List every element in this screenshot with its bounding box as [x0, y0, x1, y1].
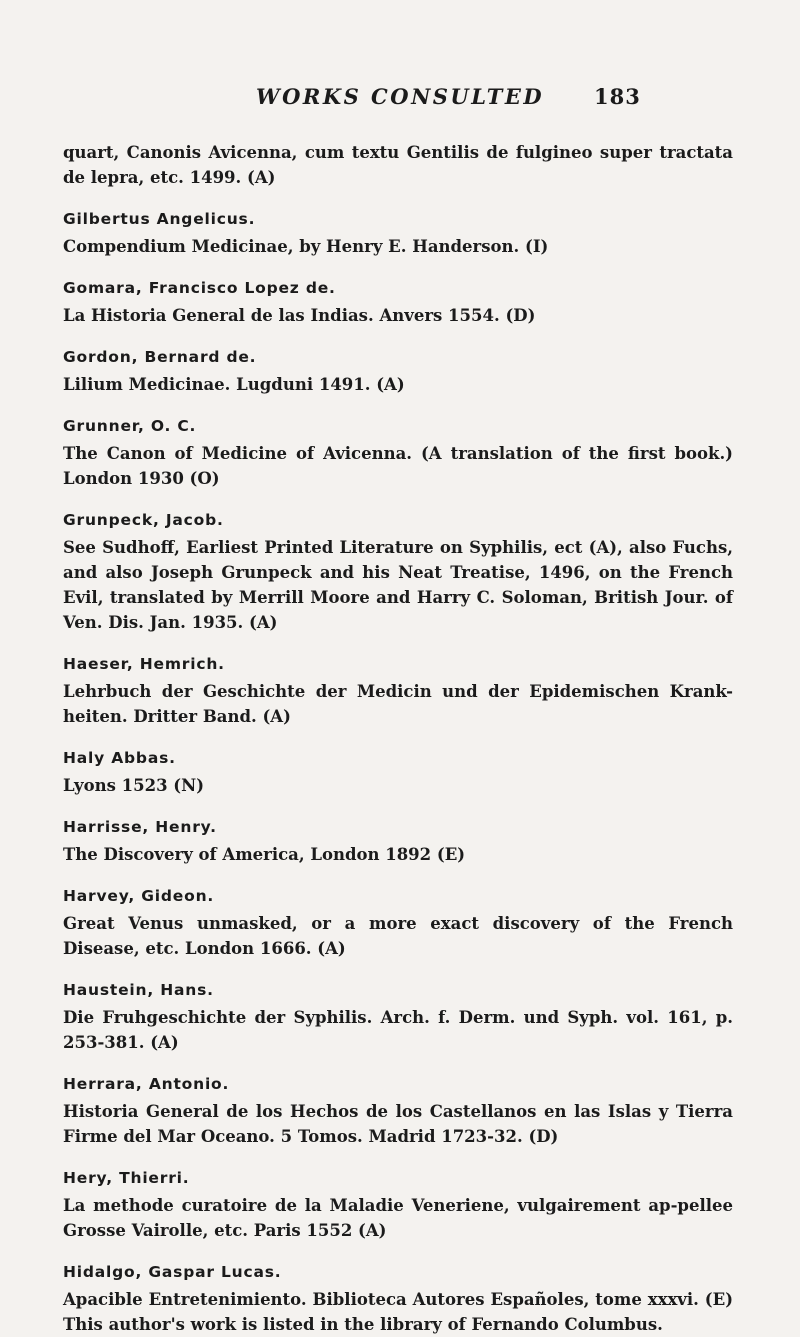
entry-author: Hery, Thierri. — [63, 1169, 190, 1187]
entry-work: Historia General de los Hechos de los Castellanos en las Islas y Tierra Firme del Mar Oceano. 5 Tomos. Madrid 1723-32. (D) — [63, 1102, 733, 1146]
bibliography-entry — [63, 416, 733, 491]
entry-author: Haustein, Hans. — [63, 981, 214, 999]
page-number: 183 — [594, 84, 641, 109]
entry-work: Apacible Entretenimiento. Biblioteca Autores Españoles, tome xxxvi. (E) This author's work is listed in the library of Fernando Columbus. — [63, 1290, 733, 1334]
entry-author: Grunner, O. C. — [63, 417, 197, 435]
entry-work: See Sudhoff, Earliest Printed Literature on Syphilis, ect (A), also Fuchs, and also Joseph Grunpeck and his Neat Treatise, 1496, on the French Evil, translated by Merrill Moore and Harry C. Soloman, British Jour. of Ven. Dis. Jan. 1935. (A) — [63, 538, 733, 632]
entry-author: Haeser, Hemrich. — [63, 655, 225, 673]
bibliography-entry — [63, 886, 733, 961]
entry-author: Hidalgo, Gaspar Lucas. — [63, 1263, 282, 1281]
continued-entry-text: quart, Canonis Avicenna, cum textu Gentilis de fulgineo super tractata de lepra, etc. 1499. (A) — [63, 143, 733, 187]
entry-author: Herrara, Antonio. — [63, 1075, 230, 1093]
entry-work: The Discovery of America, London 1892 (E) — [63, 845, 466, 864]
entry-work: Compendium Medicinae, by Henry E. Handerson. (I) — [63, 237, 549, 256]
entry-work: Lehrbuch der Geschichte der Medicin und der Epidemischen Krank-heiten. Dritter Band. (A) — [63, 682, 733, 726]
bibliography-entry — [63, 1168, 733, 1243]
entry-author: Haly Abbas. — [63, 749, 176, 767]
bibliography-entry — [63, 347, 733, 397]
entry-work: The Canon of Medicine of Avicenna. (A translation of the first book.) London 1930 (O) — [63, 444, 733, 488]
entry-author: Gomara, Francisco Lopez de. — [63, 279, 336, 297]
entry-work: La methode curatoire de la Maladie Veneriene, vulgairement ap-pellee Grosse Vairolle, etc. Paris 1552 (A) — [63, 1196, 733, 1240]
bibliography-entry — [63, 654, 733, 729]
running-head-title: WORKS CONSULTED — [256, 84, 545, 109]
entry-work: Great Venus unmasked, or a more exact discovery of the French Disease, etc. London 1666. (A) — [63, 914, 733, 958]
entry-work: La Historia General de las Indias. Anvers 1554. (D) — [63, 306, 536, 325]
bibliography-entry — [63, 748, 733, 798]
bibliography-entry — [63, 278, 733, 328]
entry-author: Harrisse, Henry. — [63, 818, 217, 836]
bibliography-list — [63, 140, 733, 1337]
entry-work: Lilium Medicinae. Lugduni 1491. (A) — [63, 375, 405, 394]
bibliography-entry — [63, 1262, 733, 1337]
entry-author: Gordon, Bernard de. — [63, 348, 257, 366]
bibliography-entry — [63, 510, 733, 635]
bibliography-entry — [63, 1074, 733, 1149]
bibliography-entry — [63, 980, 733, 1055]
entry-author: Harvey, Gideon. — [63, 887, 215, 905]
entry-author: Gilbertus Angelicus. — [63, 210, 256, 228]
bibliography-entry — [63, 209, 733, 259]
entry-work: Die Fruhgeschichte der Syphilis. Arch. f. Derm. und Syph. vol. 161, p. 253-381. (A) — [63, 1008, 733, 1052]
entry-author: Grunpeck, Jacob. — [63, 511, 224, 529]
entry-work: Lyons 1523 (N) — [63, 776, 204, 795]
bibliography-entry — [63, 817, 733, 867]
